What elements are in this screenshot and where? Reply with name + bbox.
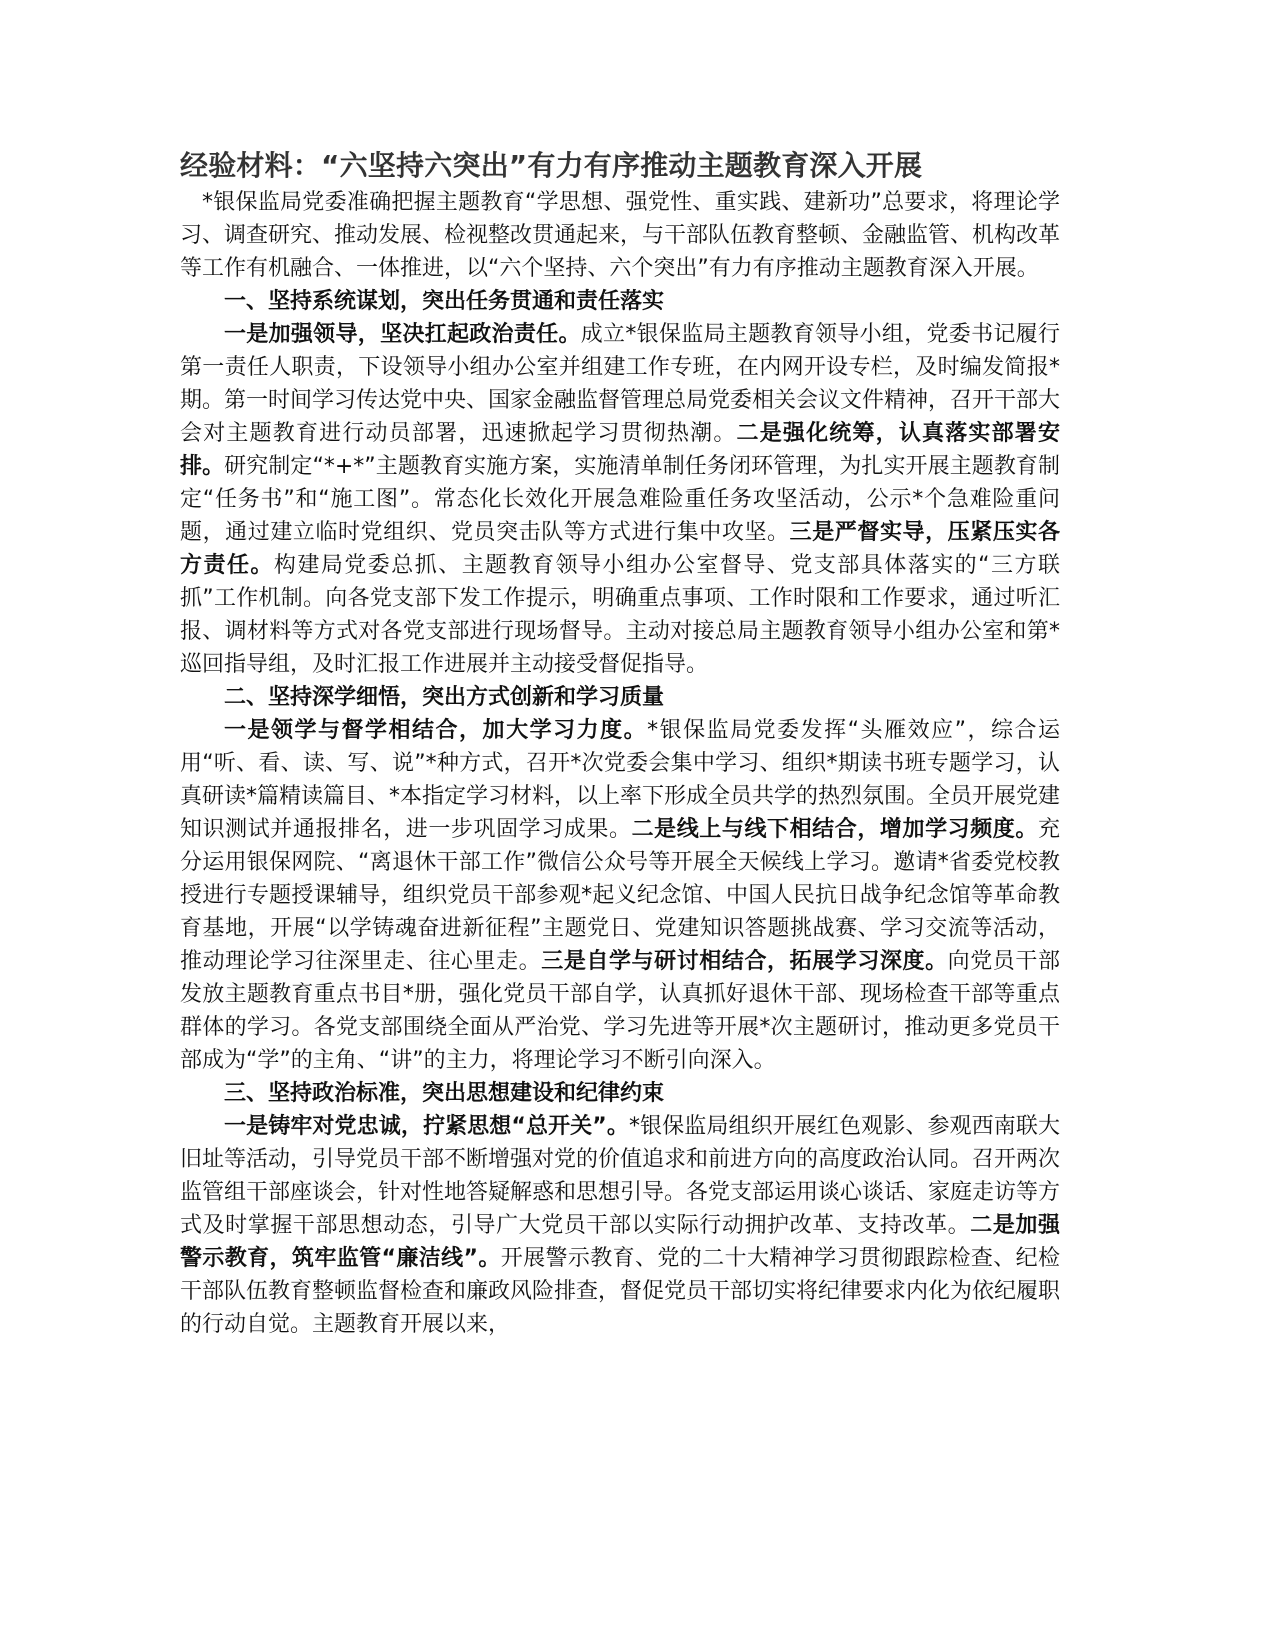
intro-paragraph: *银保监局党委准确把握主题教育“学思想、强党性、重实践、建新功”总要求，将理论学习、调查研究、推动发展、检视整改贯通起来，与干部队伍教育整顿、金融监管、机构改革等工作有机融合、一体推进，以“六个坚持、六个突出”有力有序推动主题教育深入开展。: [180, 190, 1061, 281]
section-1-heading: 一、坚持系统谋划，突出任务贯通和责任落实: [224, 289, 665, 314]
section-3-heading: 三、坚持政治标准，突出思想建设和纪律约束: [224, 1081, 665, 1106]
section-1-point-3-text: 构建局党委总抓、主题教育领导小组办公室督导、党支部具体落实的“三方联抓”工作机制。向各党支部下发工作提示，明确重点事项、工作时限和工作要求，通过听汇报、调材料等方式对各党支部进行现场督导。主动对接总局主题教育领导小组办公室和第*巡回指导组，及时汇报工作进展并主动接受督促指导。: [180, 553, 1060, 677]
section-1-paragraph: [180, 318, 1060, 681]
section-2-point-3-text: 向党员干部发放主题教育重点书目*册，强化党员干部自学，认真抓好退休干部、现场检查干部等重点群体的学习。各党支部围绕全面从严治党、学习先进等开展*次主题研讨，推动更多党员干部成为“学”的主角、“讲”的主力，将理论学习不断引向深入。: [180, 949, 1060, 1073]
section-1-point-2-lead: 二是强化统筹，认真落实部署安排。: [180, 421, 1060, 479]
section-2-point-2-text: 充分运用银保网院、“离退休干部工作”微信公众号等开展全天候线上学习。邀请*省委党校教授进行专题授课辅导，组织党员干部参观*起义纪念馆、中国人民抗日战争纪念馆等革命教育基地，开展“以学铸魂奋进新征程”主题党日、党建知识答题挑战赛、学习交流等活动，推动理论学习往深里走、往心里走。: [180, 817, 1060, 974]
section-1-point-1-lead: 一是加强领导，坚决扛起政治责任。: [224, 322, 581, 347]
section-3-point-1-lead: 一是铸牢对党忠诚，拧紧思想“总开关”。: [224, 1114, 629, 1139]
section-2-point-1-text: *银保监局党委发挥“头雁效应”，综合运用“听、看、读、写、说”*种方式，召开*次党委会集中学习、组织*期读书班专题学习，认真研读*篇精读篇目、*本指定学习材料，以上率下形成全员共学的热烈氛围。全员开展党建知识测试并通报排名，进一步巩固学习成果。: [180, 718, 1061, 842]
section-3-point-1-text: *银保监局组织开展红色观影、参观西南联大旧址等活动，引导党员干部不断增强对党的价值追求和前进方向的高度政治认同。召开两次监管组干部座谈会，针对性地答疑解惑和思想引导。各党支部运用谈心谈话、家庭走访等方式及时掌握干部思想动态，引导广大党员干部以实际行动拥护改革、支持改革。: [180, 1114, 1061, 1238]
document-page: [180, 148, 1060, 1341]
section-2-point-2-lead: 二是线上与线下相结合，增加学习频度。: [631, 817, 1038, 842]
section-2-paragraph: [180, 714, 1060, 1077]
section-1-point-3-lead: 三是严督实导，压紧压实各方责任。: [180, 520, 1060, 578]
section-2-point-1-lead: 一是领学与督学相结合，加大学习力度。: [224, 718, 648, 743]
section-1-point-1-text: 成立*银保监局主题教育领导小组，党委书记履行第一责任人职责，下设领导小组办公室并组建工作专班，在内网开设专栏，及时编发简报*期。第一时间学习传达党中央、国家金融监督管理总局党委相关会议文件精神，召开干部大会对主题教育进行动员部署，迅速掀起学习贯彻热潮。: [180, 322, 1061, 446]
section-1-point-2-text: 研究制定“*+*”主题教育实施方案，实施清单制任务闭环管理，为扎实开展主题教育制定“任务书”和“施工图”。常态化长效化开展急难险重任务攻坚活动，公示*个急难险重问题，通过建立临时党组织、党员突击队等方式进行集中攻坚。: [180, 454, 1060, 545]
section-2-point-3-lead: 三是自学与研讨相结合，拓展学习深度。: [541, 949, 948, 974]
section-3-point-2-text: 开展警示教育、党的二十大精神学习贯彻跟踪检查、纪检干部队伍教育整顿监督检查和廉政风险排查，督促党员干部切实将纪律要求内化为依纪履职的行动自觉。主题教育开展以来，: [180, 1246, 1061, 1337]
section-3-paragraph: [180, 1110, 1060, 1341]
document-title: 经验材料：“六坚持六突出”有力有序推动主题教育深入开展: [180, 149, 923, 182]
section-2-heading: 二、坚持深学细悟，突出方式创新和学习质量: [224, 685, 665, 710]
section-3-point-2-lead: 二是加强警示教育，筑牢监管“廉洁线”。: [180, 1213, 1060, 1271]
